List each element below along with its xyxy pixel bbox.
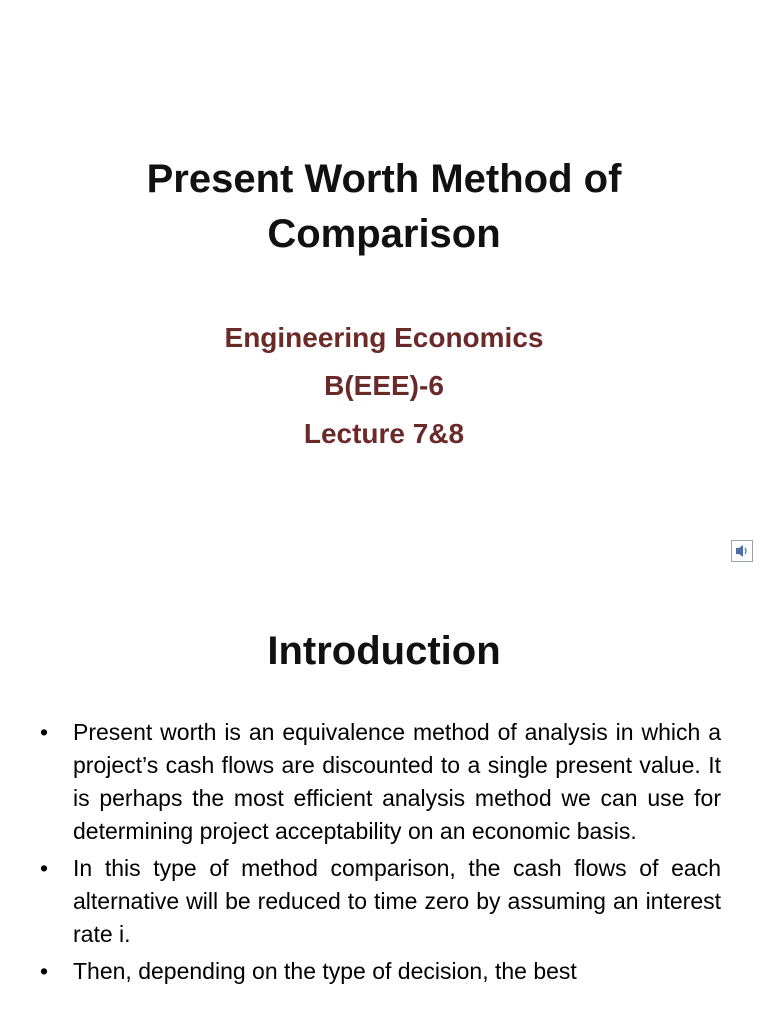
bullet-text: Then, depending on the type of decision, the best bbox=[73, 958, 577, 984]
bullet-icon: • bbox=[40, 719, 49, 745]
bullet-icon: • bbox=[40, 958, 49, 984]
bullet-list bbox=[40, 716, 721, 992]
speaker-icon[interactable] bbox=[731, 540, 753, 562]
speaker-icon-glyph bbox=[735, 544, 749, 558]
list-item bbox=[40, 852, 721, 951]
bullet-icon: • bbox=[40, 855, 49, 881]
bullet-text: In this type of method comparison, the cash flows of each alternative will be reduced to time zero by assuming an interest rate i. bbox=[73, 855, 721, 947]
lecture-number: Lecture 7&8 bbox=[303, 418, 465, 449]
slide-subtitle bbox=[0, 314, 768, 458]
slide-title-line-1: Present Worth Method of bbox=[146, 157, 622, 201]
course-name: Engineering Economics bbox=[224, 322, 544, 353]
course-code: B(EEE)-6 bbox=[324, 370, 444, 401]
slide-title bbox=[0, 152, 768, 262]
list-item bbox=[40, 955, 721, 988]
slide-title-line-2: Comparison bbox=[267, 212, 501, 256]
bullet-text: Present worth is an equivalence method of analysis in which a project’s cash flows are discounted to a single present value. It is perhaps the most efficient analysis method we can use for determining project acceptability on an economic basis. bbox=[73, 719, 721, 844]
list-item bbox=[40, 716, 721, 848]
introduction-slide bbox=[0, 590, 768, 1024]
section-heading: Introduction bbox=[267, 629, 501, 673]
